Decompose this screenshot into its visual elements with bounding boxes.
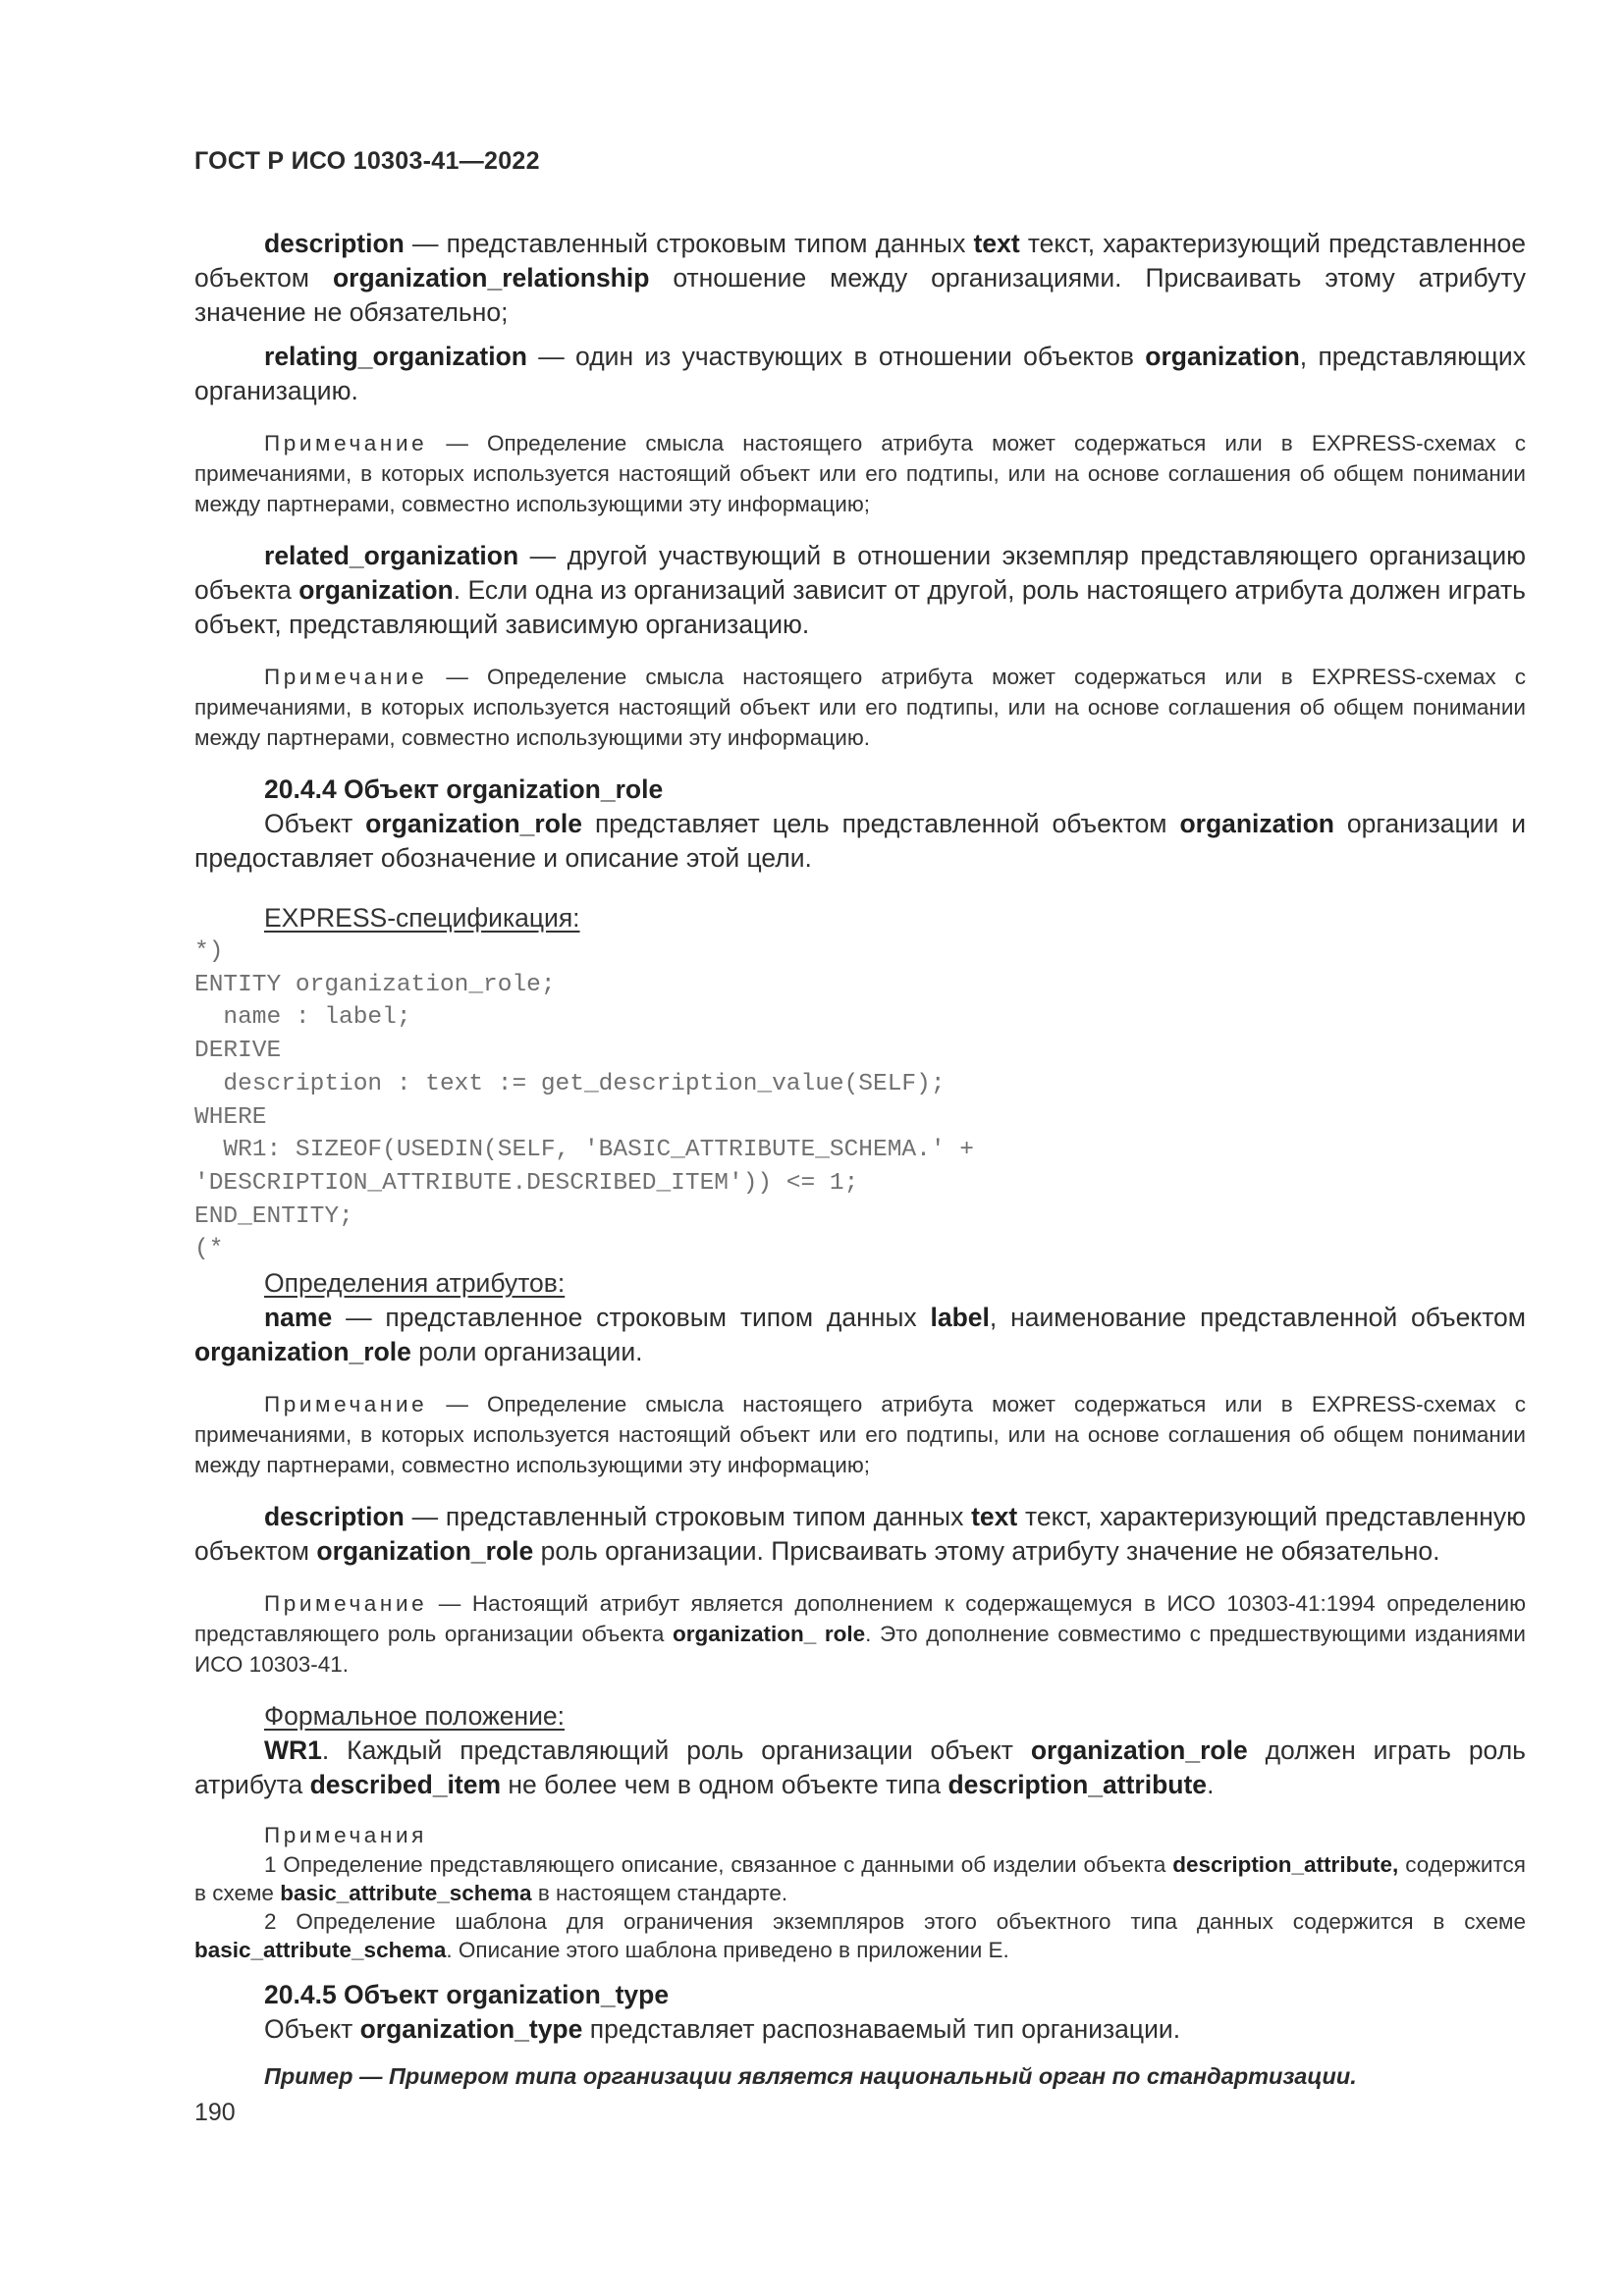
- note-description-role: Примечание — Настоящий атрибут является дополнением к содержащемуся в ИСО 10303-41:1994 определению представляющего роль организации объекта organization_ role. Это дополнение совместимо с предшествующими изданиями ИСО 10303-41.: [194, 1591, 1526, 1678]
- attr-description-role-paragraph: description — представленный строковым типом данных text текст, характеризующий представленную объектом organization_role роль организации. Присваивать этому атрибуту значение не обязательно.: [194, 1502, 1526, 1567]
- note-label: Примечание: [264, 431, 428, 455]
- attr-description-paragraph: description — представленный строковым типом данных text текст, характеризующий представленное объектом organization_relationship отношение между организациями. Присваивать этому атрибуту значение не обязательно;: [194, 229, 1527, 327]
- note-related-organization: Примечание — Определение смысла настоящего атрибута может содержаться или в EXPRESS-схемах с примечаниями, в которых используется настоящий объект или его подтипы, или на основе соглашения об общем понимании между партнерами, совместно использующими эту информацию.: [194, 665, 1526, 750]
- express-spec-label: EXPRESS-спецификация:: [264, 903, 580, 933]
- note-relating-organization: Примечание — Определение смысла настоящего атрибута может содержаться или в EXPRESS-схемах с примечаниями, в которых используется настоящий объект или его подтипы, или на основе соглашения об общем понимании между партнерами, совместно использующими эту информацию;: [194, 431, 1526, 516]
- page-number: 190: [194, 2099, 236, 2126]
- note-label: Примечание: [264, 665, 428, 689]
- note-item-1: 1 Определение представляющего описание, связанное с данными об изделии объекта description_attribute, содержится в схеме basic_attribute_schema в настоящем стандарте.: [194, 1852, 1526, 1906]
- section-heading-20-4-4: 20.4.4 Объект organization_role: [264, 774, 664, 804]
- example-text: Пример — Примером типа организации является национальный орган по стандартизации.: [264, 2063, 1357, 2090]
- section-20-4-5-intro: Объект organization_type представляет распознаваемый тип организации.: [264, 2014, 1181, 2045]
- note-item-2: 2 Определение шаблона для ограничения экземпляров этого объектного типа данных содержится в схеме basic_attribute_schema. Описание этого шаблона приведено в приложении E.: [194, 1909, 1526, 1963]
- note-label: Примечание: [264, 1392, 428, 1417]
- notes-label: Примечания: [264, 1823, 427, 1848]
- term: description: [264, 229, 405, 258]
- attr-relating-organization-paragraph: relating_organization — один из участвующих в отношении объектов organization, представляющих организацию.: [194, 342, 1526, 405]
- express-code-block: *) ENTITY organization_role; name : label; DERIVE description : text := get_description_value(SELF); WHERE WR1: SIZEOF(USEDIN(SELF, 'BASIC_ATTRIBUTE_SCHEMA.' + 'DESCRIPTION_ATTRIBUTE.DESCRIBED_ITEM')) <= 1; END_ENTITY; (*: [194, 938, 974, 1263]
- note-label: Примечание: [264, 1591, 428, 1617]
- formal-propositions-label: Формальное положение:: [264, 1701, 566, 1732]
- section-20-4-4-intro: Объект organization_role представляет цель представленной объектом organization организации и предоставляет обозначение и описание этой цели.: [194, 809, 1526, 873]
- attr-related-organization-paragraph: related_organization — другой участвующий в отношении экземпляр представляющего организацию объекта organization. Если одна из организаций зависит от другой, роль настоящего атрибута должен играть объект, представляющий зависимую организацию.: [194, 541, 1526, 639]
- note-name: Примечание — Определение смысла настоящего атрибута может содержаться или в EXPRESS-схемах с примечаниями, в которых используется настоящий объект или его подтипы, или на основе соглашения об общем понимании между партнерами, совместно использующими эту информацию;: [194, 1392, 1526, 1478]
- document-header: ГОСТ Р ИСО 10303-41—2022: [194, 147, 540, 175]
- document-page: [194, 147, 1526, 2093]
- section-heading-20-4-5: 20.4.5 Объект organization_type: [264, 1980, 670, 2010]
- wr1-paragraph: WR1. Каждый представляющий роль организации объект organization_role должен играть роль атрибута described_item не более чем в одном объекте типа description_attribute.: [194, 1735, 1526, 1800]
- attribute-definitions-label: Определения атрибутов:: [264, 1268, 566, 1299]
- attr-name-paragraph: name — представленное строковым типом данных label, наименование представленной объектом organization_role роли организации.: [194, 1303, 1526, 1367]
